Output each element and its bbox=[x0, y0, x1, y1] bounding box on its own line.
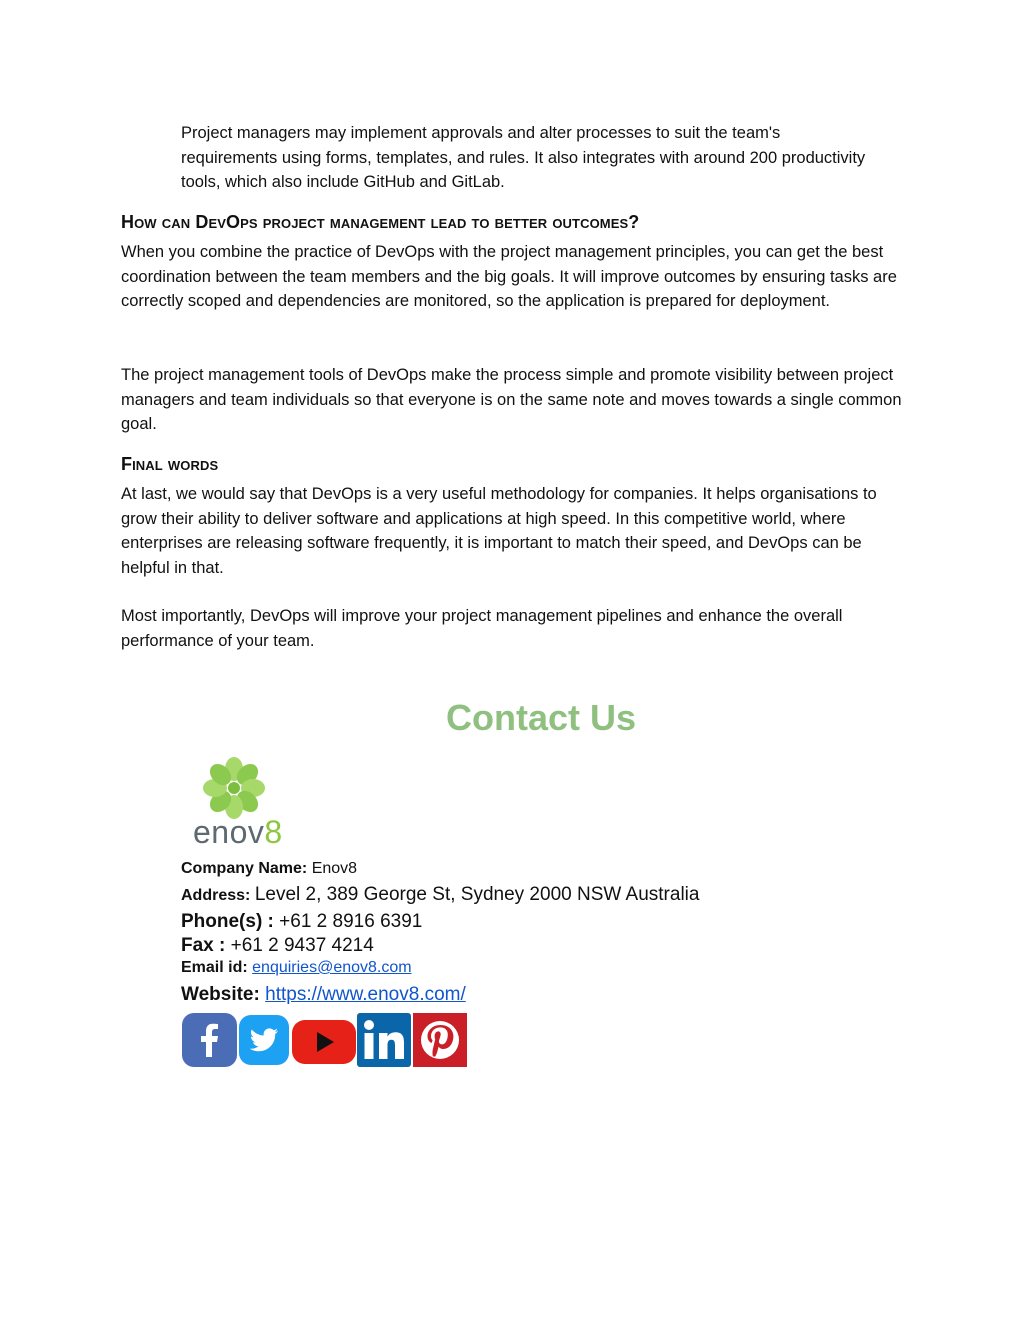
pinterest-icon[interactable] bbox=[413, 1013, 467, 1067]
section-heading-outcomes: How can DevOps project management lead to better outcomes? bbox=[121, 212, 640, 232]
address-value: Level 2, 389 George St, Sydney 2000 NSW Australia bbox=[254, 884, 700, 905]
website-line bbox=[181, 984, 466, 1006]
section-heading-final-words: Final words bbox=[121, 454, 219, 474]
email-line bbox=[181, 959, 412, 977]
logo-text-suffix: 8 bbox=[264, 814, 283, 850]
final-words-paragraph-1: At last, we would say that DevOps is a very useful methodology for companies. It helps organisations to grow their ability to deliver software and applications at high speed. In this competitive world, where enterprises are releasing software frequently, it is important to match their speed, and DevOps can be helpful in that. bbox=[121, 485, 877, 577]
logo-text: enov bbox=[193, 814, 265, 850]
contact-us-title: Contact Us bbox=[446, 697, 637, 738]
youtube-icon[interactable] bbox=[292, 1013, 356, 1067]
phone-label: Phone(s) : bbox=[181, 911, 274, 932]
website-link[interactable]: https://www.enov8.com/ bbox=[265, 984, 466, 1005]
email-label: Email id: bbox=[181, 959, 248, 976]
twitter-icon[interactable] bbox=[239, 1013, 289, 1067]
company-name-label: Company Name: bbox=[181, 860, 308, 877]
fax-value: +61 2 9437 4214 bbox=[230, 935, 374, 956]
website-label: Website: bbox=[181, 984, 260, 1005]
enov8-logo-wordmark bbox=[193, 814, 283, 851]
outcomes-paragraph-2: The project management tools of DevOps make the process simple and promote visibility between project managers and team individuals so that everyone is on the same note and moves towards a single common goal. bbox=[121, 366, 902, 434]
company-name-value: Enov8 bbox=[311, 860, 358, 877]
outcomes-paragraph-1: When you combine the practice of DevOps with the project management principles, you can get the best coordination between the team members and the big goals. It will improve outcomes by ensuring tasks are correctly scoped and dependencies are monitored, so the application is prepared for deployment. bbox=[121, 243, 897, 311]
fax-line bbox=[181, 935, 374, 957]
company-name-line bbox=[181, 860, 357, 878]
address-line bbox=[181, 884, 699, 906]
linkedin-icon[interactable] bbox=[357, 1013, 411, 1067]
phone-value: +61 2 8916 6391 bbox=[279, 911, 423, 932]
facebook-icon[interactable] bbox=[182, 1013, 237, 1067]
address-label: Address: bbox=[181, 887, 251, 904]
final-words-paragraph-2: Most importantly, DevOps will improve your project management pipelines and enhance the overall performance of your team. bbox=[121, 607, 843, 650]
intro-paragraph: Project managers may implement approvals and alter processes to suit the team's requirements using forms, templates, and rules. It also integrates with around 200 productivity tools, which also include GitHub and GitLab. bbox=[181, 124, 866, 192]
phone-line bbox=[181, 911, 422, 933]
email-link[interactable]: enquiries@enov8.com bbox=[252, 959, 412, 976]
fax-label: Fax : bbox=[181, 935, 226, 956]
